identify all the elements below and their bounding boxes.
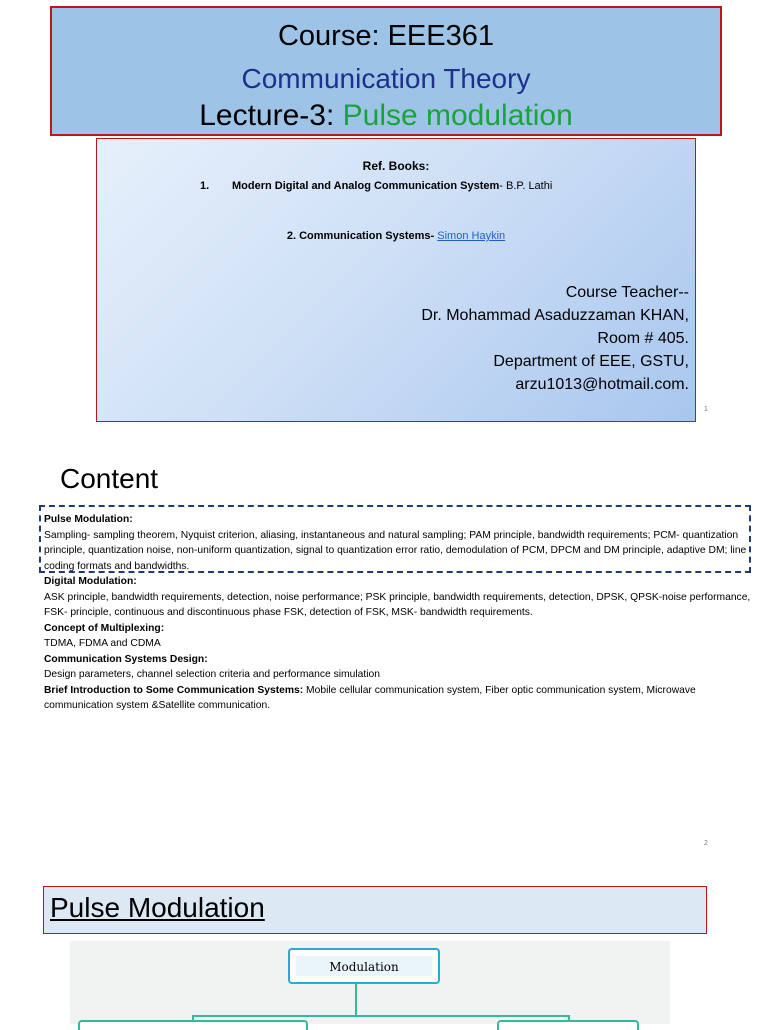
content-title: Content <box>60 463 159 494</box>
page-number-1: 1 <box>704 406 708 413</box>
diagram-child-node-right <box>497 1020 639 1030</box>
ref-book-1-title: Modern Digital and Analog Communication System <box>232 180 500 192</box>
section-digital-modulation <box>44 574 756 621</box>
section-body: ASK principle, bandwidth requirements, detection, noise performance; PSK principle, bandwidth requirements, detection, DPSK, QPSK-noise performance, FSK- principle, continuous and discontinuous phase FSK, detection of FSK, MSK- bandwidth requirements. <box>44 591 751 618</box>
diagram-connector-horizontal <box>192 1015 570 1017</box>
section-heading: Pulse Modulation: <box>44 514 133 525</box>
content-body <box>44 512 756 714</box>
section-heading: Communication Systems Design: <box>44 653 208 665</box>
section-systems-design <box>44 652 756 683</box>
ref-book-2-title: 2. Communication Systems- <box>286 230 435 242</box>
ref-book-2 <box>97 230 695 242</box>
section-multiplexing <box>44 621 756 652</box>
ref-book-1-author: - B.P. Lathi <box>499 180 553 192</box>
title-banner <box>50 6 722 136</box>
section-heading: Concept of Multiplexing: <box>44 622 165 634</box>
reference-panel <box>96 138 696 422</box>
page-number-2: 2 <box>704 840 708 847</box>
diagram-connector-vertical <box>355 984 357 1016</box>
teacher-line-3: Room # 405. <box>597 330 689 347</box>
teacher-line-4: Department of EEE, GSTU, <box>493 353 689 370</box>
ref-book-1-number: 1. <box>200 180 210 192</box>
course-line <box>52 20 720 52</box>
diagram-root-label: Modulation <box>296 956 432 976</box>
ref-book-1 <box>200 180 552 192</box>
subject-title: Communication Theory <box>241 63 531 94</box>
section-body: Sampling- sampling theorem, Nyquist criterion, aliasing, instantaneous and natural sampling; PAM principle, bandwidth requirements; PCM- quantization principle, quantization noise, non-uniform quantization, signal to quantization error ratio, demodulation of PCM, DPCM and DM principle, adaptive DM; line coding formats and bandwidths. <box>44 529 747 572</box>
ref-heading: Ref. Books: <box>362 159 430 173</box>
lecture-label: Lecture-3: <box>199 99 335 132</box>
section-body: Design parameters, channel selection criteria and performance simulation <box>44 669 380 680</box>
diagram-child-node-left <box>78 1020 308 1030</box>
section-pulse-modulation <box>44 512 756 574</box>
teacher-line-1: Course Teacher-- <box>565 284 689 301</box>
lecture-line <box>52 99 720 133</box>
diagram-root-node <box>288 948 440 984</box>
teacher-line-2: Dr. Mohammad Asaduzzaman KHAN, <box>421 307 689 324</box>
teacher-info <box>421 281 689 396</box>
section-body: Mobile cellular communication system, Fiber optic communication system, Microwave communication system &Satellite communication. <box>44 684 696 711</box>
course-label: Course: <box>277 20 380 52</box>
pulse-modulation-banner <box>43 886 707 934</box>
teacher-line-5: arzu1013@hotmail.com. <box>515 376 689 393</box>
ref-book-2-author-link[interactable]: Simon Haykin <box>437 230 506 242</box>
section-heading: Digital Modulation: <box>44 576 137 587</box>
section-intro-systems <box>44 683 756 714</box>
lecture-topic: Pulse modulation <box>334 99 573 132</box>
course-code: EEE361 <box>379 20 495 52</box>
section-heading: Brief Introduction to Some Communication Systems: <box>44 684 304 696</box>
pulse-modulation-title: Pulse Modulation <box>50 892 265 923</box>
section-body: TDMA, FDMA and CDMA <box>44 638 161 649</box>
